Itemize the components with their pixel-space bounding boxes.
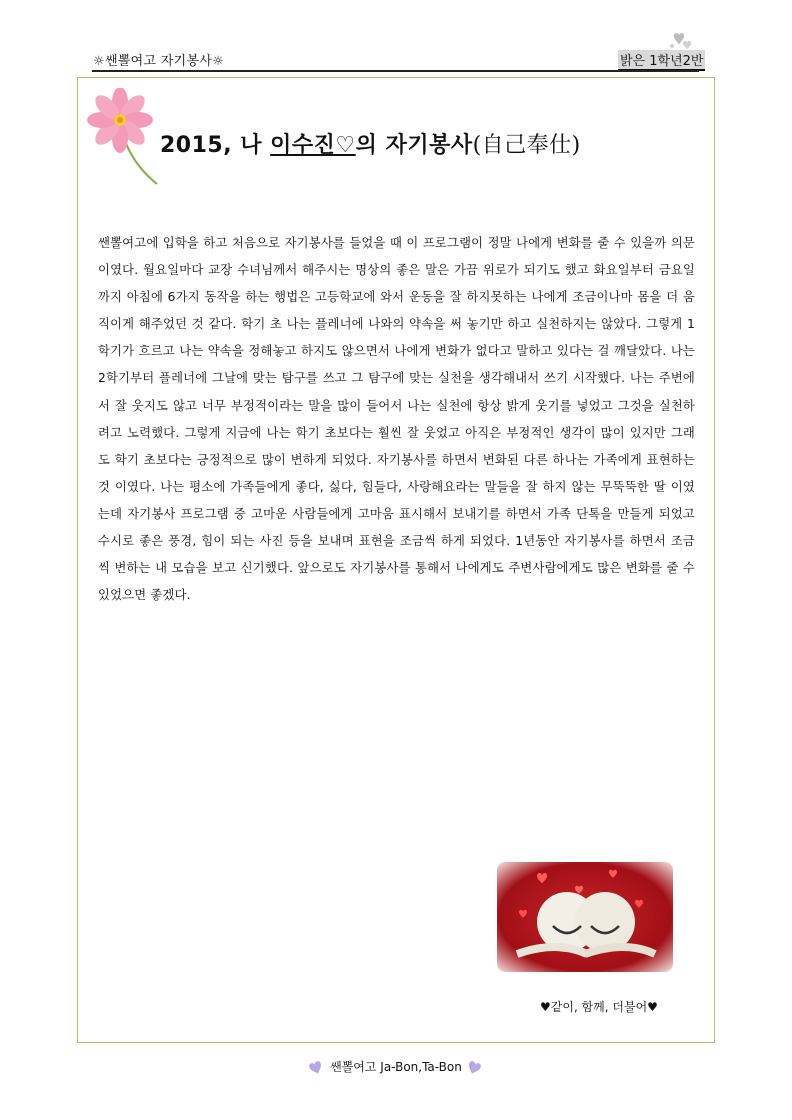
page-title xyxy=(160,128,581,159)
student-name: 이수진♡ xyxy=(270,133,356,158)
class-label: 밝은 1학년2반 xyxy=(618,50,705,71)
pink-cosmos-flower-icon xyxy=(85,88,165,188)
couple-photo xyxy=(497,862,673,972)
purple-heart-icon xyxy=(466,1060,484,1076)
heart-shapes-icon xyxy=(668,28,696,52)
title-prefix: 2015, 나 xyxy=(160,133,271,158)
photo-caption: ♥같이, 함께, 더불어♥ xyxy=(540,1000,658,1014)
title-hanja: (自己奉仕) xyxy=(472,133,581,158)
header-rule xyxy=(92,70,699,72)
header-title: ☼쌘뽈여고 자기봉사☼ xyxy=(93,54,225,69)
purple-heart-icon xyxy=(308,1060,326,1076)
footer-text: 쌘뽈여고 Ja-Bon,Ta-Bon xyxy=(330,1060,462,1074)
essay-body: 쌘뽈여고에 입학을 하고 처음으로 자기봉사를 들었을 때 이 프로그램이 정말 나에게 변화를 줄 수 있을까 의문이였다. 월요일마다 교장 수녀님께서 해주시는 명상의 좋은 말은 가끔 위로가 되기도 했고 화요일부터 금요일까지 아침에 6가지 동작을 하는 행법은 고등학교에 와서 운동을 잘 하지못하는 나에게 조금이나마 몸을 더 움직이게 해주었던 것 같다. 학기 초 나는 플레너에 나와의 약속을 써 놓기만 하고 실천하지는 않았다. 그렇게 1학기가 흐르고 나는 약속을 정해놓고 하지도 않으면서 나에게 변화가 없다고 말하고 있다는 걸 깨달았다. 나는 2학기부터 플레너에 그날에 맞는 탐구를 쓰고 그 탐구에 맞는 실천을 생각해내서 쓰기 시작했다. 나는 주변에서 잘 웃지도 않고 너무 부정적이라는 말을 많이 들어서 나는 실천에 항상 밝게 웃기를 넣었고 그것을 실천하려고 노력했다. 그렇게 지금에 나는 학기 초보다는 훨씬 잘 웃었고 아직은 부정적인 생각이 많이 있지만 그래도 학기 초보다는 긍정적으로 많이 변하게 되었다. 자기봉사를 하면서 변화된 다른 하나는 가족에게 표현하는 것 이였다. 나는 평소에 가족들에게 좋다, 싫다, 힘들다, 사랑해요라는 말들을 잘 하지 않는 무뚝뚝한 딸 이였는데 자기봉사 프로그램 중 고마운 사람들에게 고마움 표시해서 보내기를 하면서 가족 단톡을 만들게 되었고 수시로 좋은 풍경, 힘이 되는 사진 등을 보내며 표현을 조금씩 하게 되었다. 1년동안 자기봉사를 하면서 조금씩 변하는 내 모습을 보고 신기했다. 앞으로도 자기봉사를 통해서 나에게도 주변사람에게도 많은 변화를 줄 수 있었으면 좋겠다. xyxy=(98,236,695,603)
title-suffix: 의 자기봉사 xyxy=(355,133,473,158)
smiling-couple-with-hearts-illustration xyxy=(497,862,673,972)
page-footer xyxy=(0,1058,792,1076)
